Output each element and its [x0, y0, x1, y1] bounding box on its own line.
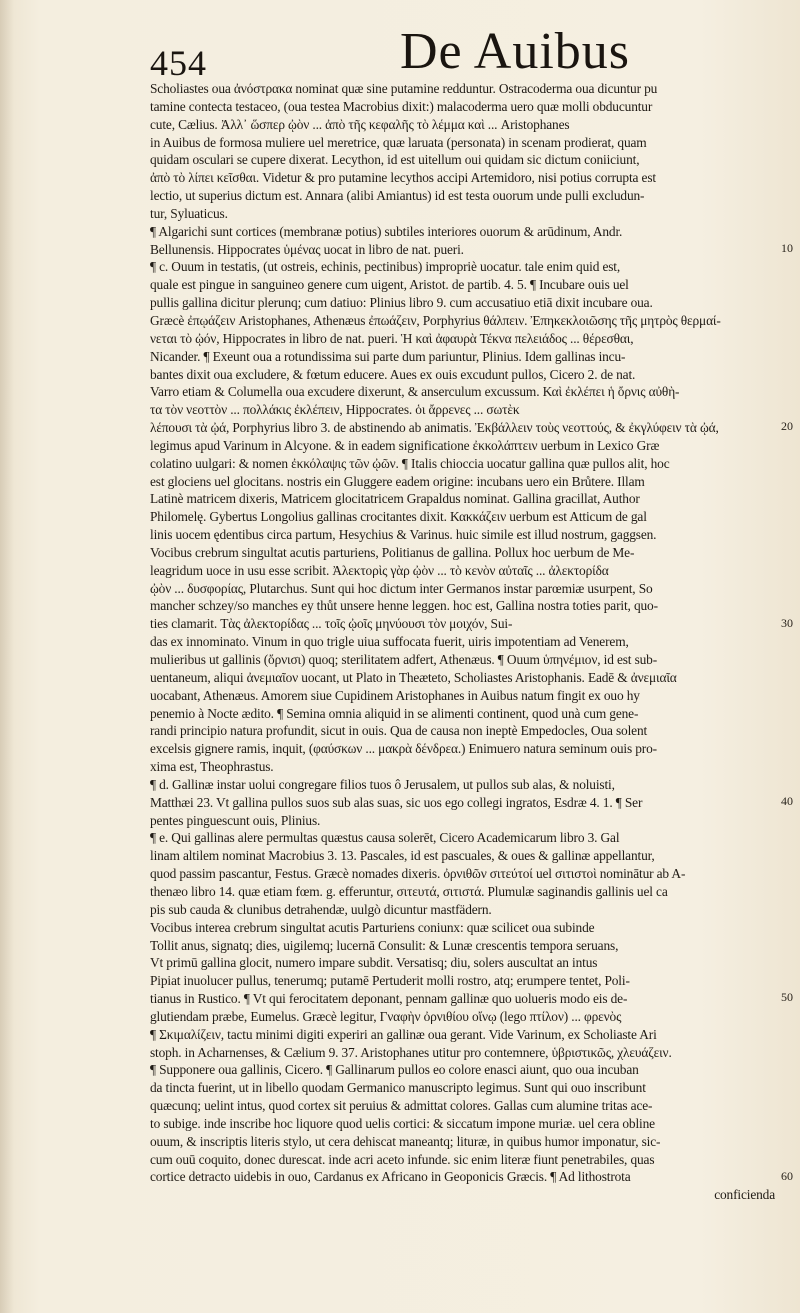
page-number: 454 [150, 43, 207, 83]
text-line: pis sub cauda & clunibus detrahendæ, uulgò dicuntur mastfädern. [150, 901, 492, 917]
text-line: tianus in Rustico. ¶ Vt qui ferocitatem deponant, pennam gallinæ quo uolueris modo eis de- [150, 991, 628, 1007]
text-line: pentes pinguescunt ouis, Plinius. [150, 812, 321, 828]
text-line: quod passim pascantur, Festus. Græcè nomades dixeris. ὀρνιθῶν σιτεύτοί uel σιτιστοὶ nominātur ab A- [150, 866, 686, 882]
text-line: Tollit anus, signatq; dies, uigilemq; lucernā Consulit: & Lunæ crescentis tempora seruans, [150, 937, 619, 953]
body-text [150, 80, 775, 1204]
text-line: linis uocem ędentibus circa partum, Hesychius & Varinus. huic simile est illud nostrum, gaggsen. [150, 527, 657, 543]
text-line: leagridum uoce in usu esse scribit. Ἀλεκτορὶς γὰρ ᾠὸν ... τὸ κενὸν αὐταῖς ... ἀλεκτορίδα [150, 562, 609, 578]
text-line: ties clamarit. Τὰς ἀλεκτορίδας ... τοῖς ᾠοῖς μηνύουσι τὸν μοιχόν, Sui- [150, 616, 513, 632]
text-line: glutiendam præbe, Eumelus. Græcè legitur, Γναφὴν ὀρνιθίου οἴνῳ (lego πτίλον) ... φρενὸς [150, 1008, 622, 1024]
text-line: thenæo libro 14. quæ etiam fœm. g. efferuntur, σιτευτά, σιτιστά. Plumulæ saginandis gallinis uel ca [150, 883, 668, 899]
text-line: ¶ Algarichi sunt cortices (membranæ potius) subtiles interiores ouorum & arūdinum, Andr. [150, 223, 623, 239]
text-line: uocabant, Athenæus. Amorem siue Cupidinem Aristophanes in Auibus natum fingit ex ouo hy [150, 687, 640, 703]
text-line: xima est, Theophrastus. [150, 759, 274, 775]
text-line: stoph. in Acharnenses, & Cælium 9. 37. Aristophanes utitur pro contemnere, ὑβριστικῶς, χλευάζειν. [150, 1044, 672, 1060]
text-line: ouum, & inscriptis literis stylo, ut cera dehiscat maneantq; lituræ, in quibus humor imponatur, sic- [150, 1133, 661, 1149]
text-line: linam altilem nominat Macrobius 3. 13. Pascales, id est pascuales, & oues & gallinæ appellantur, [150, 848, 655, 864]
text-line: bantes dixit oua excludere, & fœtum educere. Aues ex ouis excudunt pullos, Cicero 2. de nat. [150, 366, 636, 382]
margin-number: 10 [781, 240, 793, 255]
text-line: Bellunensis. Hippocrates ὑμένας uocat in libro de nat. pueri. [150, 241, 464, 257]
text-line: to subige. inde inscribe hoc liquore quod uelis cortici: & siccatum impone muriæ. uel cera obline [150, 1115, 655, 1131]
text-line: Varro etiam & Columella oua excudere dixerunt, & anserculum excussum. Καὶ ἐκλέπει ἡ ὄρνις αὐθὴ- [150, 384, 680, 400]
text-line: ¶ c. Ouum in testatis, (ut ostreis, echinis, pectinibus) impropriè uocatur. tale enim quid est, [150, 259, 621, 275]
text-line: colatino uulgari: & nomen ἐκκόλαψις τῶν ᾠῶν. ¶ Italis chioccia uocatur gallina quæ pullos alit, hoc [150, 455, 670, 471]
text-line: λέπουσι τὰ ᾠά, Porphyrius libro 3. de abstinendo ab animatis. Ἐκβάλλειν τοὺς νεοττούς, & ἐκγλύφειν τὰ ᾠά, [150, 420, 719, 436]
text-line: mancher schzey/so manches ey thůt unsere henne leggen. hoc est, Gallina nostra toties parit, quo- [150, 598, 658, 614]
text-line: ¶ e. Qui gallinas alere permultas quæstus causa solerēt, Cicero Academicarum libro 3. Gal [150, 830, 620, 846]
margin-number: 20 [781, 419, 793, 434]
text-line: est glociens uel glocitans. nostris ein Gluggere eadem origine: incubans uero ein Brůtere. Illam [150, 473, 645, 489]
text-line: ἀπὸ τὸ λίπει κεῖσθαι. Videtur & pro putamine lecythos accipi Artemidoro, nisi potius corrupta est [150, 170, 656, 186]
text-line: tur, Syluaticus. [150, 205, 228, 221]
text-line: das ex innominato. Vinum in quo trigle uiua suffocata fuerit, uiris impotentiam ad Venerem, [150, 634, 629, 650]
margin-number: 50 [781, 990, 793, 1005]
text-line: quale est pingue in sanguineo genere cum uigent, Aristot. de partib. 4. 5. ¶ Incubare ouis uel [150, 277, 629, 293]
text-line: Græcè ἐπῳάζειν Aristophanes, Athenæus ἐπωάζειν, Porphyrius θάλπειν. Ἐπηκεκλοιῶσης τῆς μητρὸς θερμαί- [150, 312, 721, 328]
text-line: excelsis gignere ramis, inquit, (φαύσκων ... μακρὰ δένδρεα.) Enimuero natura seminum ouis pro- [150, 741, 657, 757]
page-header [150, 22, 790, 83]
text-line: Vt primū gallina glocit, numero impare subdit. Versatisq; diu, solers auscultat an intus [150, 955, 598, 971]
text-line: pullis gallina dicitur plerunq; cum datiuo: Plinius libro 9. cum accusatiuo etiā dixit incubare oua. [150, 295, 653, 311]
text-line: quidam osculari se cupere dixerat. Lecython, id est uitellum oui quidam sic dictum coniiciunt, [150, 152, 640, 168]
text-line: ¶ Σκιμαλίζειν, tactu minimi digiti experiri an gallinæ oua gerant. Vide Varinum, ex Scholiaste Ari [150, 1026, 657, 1042]
text-line: Matthæi 23. Vt gallina pullos suos sub alas suas, sic uos ego collegi ingratos, Esdræ 4. 1. ¶ Ser [150, 794, 643, 810]
text-line: cortice detracto uidebis in ouo, Cardanus ex Africano in Geoponicis Græcis. ¶ Ad lithostrota [150, 1169, 631, 1185]
text-line: uentaneum, aliqui ἀνεμιαῖον uocant, ut Plato in Theæteto, Scholiastes Aristophanis. Eadē & ἀνεμιαῖα [150, 669, 677, 685]
text-line: conficienda [714, 1187, 775, 1203]
text-line: Nicander. ¶ Exeunt oua a rotundissima sui parte dum pariuntur, Plinius. Idem gallinas incu- [150, 348, 626, 364]
text-line: legimus apud Varinum in Alcyone. & in eadem significatione ἐκκολάπτειν uerbum in Lexico Græ [150, 437, 660, 453]
text-line: Scholiastes oua ἀνόστρακα nominat quæ sine putamine redduntur. Ostracoderma oua dicuntur pu [150, 81, 658, 96]
text-line: in Auibus de formosa muliere uel meretrice, quæ laruata (personata) in scenam prodierat, quam [150, 134, 647, 150]
running-title: De Auibus [400, 23, 630, 80]
text-line: ¶ Supponere oua gallinis, Cicero. ¶ Gallinarum pullos eo colore enasci aiunt, quo oua incuban [150, 1062, 639, 1078]
text-line: ᾠὸν ... δυσφορίας, Plutarchus. Sunt qui hoc dictum inter Germanos instar parœmiæ usurpent, So [150, 580, 653, 596]
text-line: lectio, ut superius dictum est. Annara (alibi Amiantus) id est testa ouorum unde pulli excludun- [150, 188, 645, 204]
margin-number: 40 [781, 794, 793, 808]
text-line: Vocibus crebrum singultat acutis parturiens, Politianus de gallina. Pollux hoc uerbum de Me- [150, 544, 635, 560]
text-line: ¶ d. Gallinæ instar uolui congregare filios tuos ô Jerusalem, ut pullos sub alas, & noluisti, [150, 776, 615, 792]
text-line: Latinè matricem dixeris, Matricem glocitatricem Grapaldus nominat. Gallina gracillat, Author [150, 491, 640, 507]
margin-number: 30 [781, 615, 793, 630]
text-line: νεται τὸ ᾠόν, Hippocrates in libro de nat. pueri. Ἡ καὶ ἀφαυρὰ Τέκνα πελειάδος ... θέρεσθαι, [150, 330, 634, 346]
text-line: da tincta fuerint, ut in libello quodam Germanico manuscripto legimus. Sunt qui ouo inscribunt [150, 1080, 646, 1096]
text-line: Vocibus interea crebrum singultat acutis Parturiens coniunx: quæ scilicet oua subinde [150, 919, 595, 935]
text-line: cute, Cælius. Ἀλλ᾽ ὥσπερ ᾠὸν ... ἀπὸ τῆς κεφαλῆς τὸ λέμμα καὶ ... Aristophanes [150, 116, 570, 132]
text-line: penemio à Nocte ædito. ¶ Semina omnia aliquid in se alimenti continent, quod unà cum gene- [150, 705, 639, 721]
text-line: mulieribus ut gallinis (ὄρνισι) quoq; sterilitatem adfert, Athenæus. ¶ Ouum ὑπηνέμιον, id est sub- [150, 652, 658, 667]
text-line: τα τὸν νεοττὸν ... πολλάκις ἐκλέπειν, Hippocrates. ὁι ἄρρενες ... σωτὲκ [150, 402, 520, 418]
text-line: quæcunq; uelint intus, quod cortex sit peruius & admittat colores. Gallas cum alumine tritas ace- [150, 1098, 653, 1114]
page-edge-shadow [0, 0, 14, 1313]
text-line: randi principio natura profundit, sicut in ouis. Qua de causa non ineptè Empedocles, Oua solent [150, 723, 648, 739]
text-line: tamine contecta testaceo, (oua testea Macrobius dixit:) malacoderma uero quæ molli obducuntur [150, 98, 653, 114]
margin-number: 60 [781, 1168, 793, 1183]
text-line: Philomelę. Gybertus Longolius gallinas crocitantes dixit. Κακκάζειν uerbum est Atticum de gal [150, 509, 647, 525]
text-line: cum ouū coquito, donec durescat. inde acri aceto infunde. sic enim literæ fiunt penetrabiles, quas [150, 1151, 655, 1167]
text-line: Pipiat inuolucer pullus, tenerumq; putamē Pertuderit molli rostro, atq; erumpere tentet, Poli- [150, 973, 630, 989]
